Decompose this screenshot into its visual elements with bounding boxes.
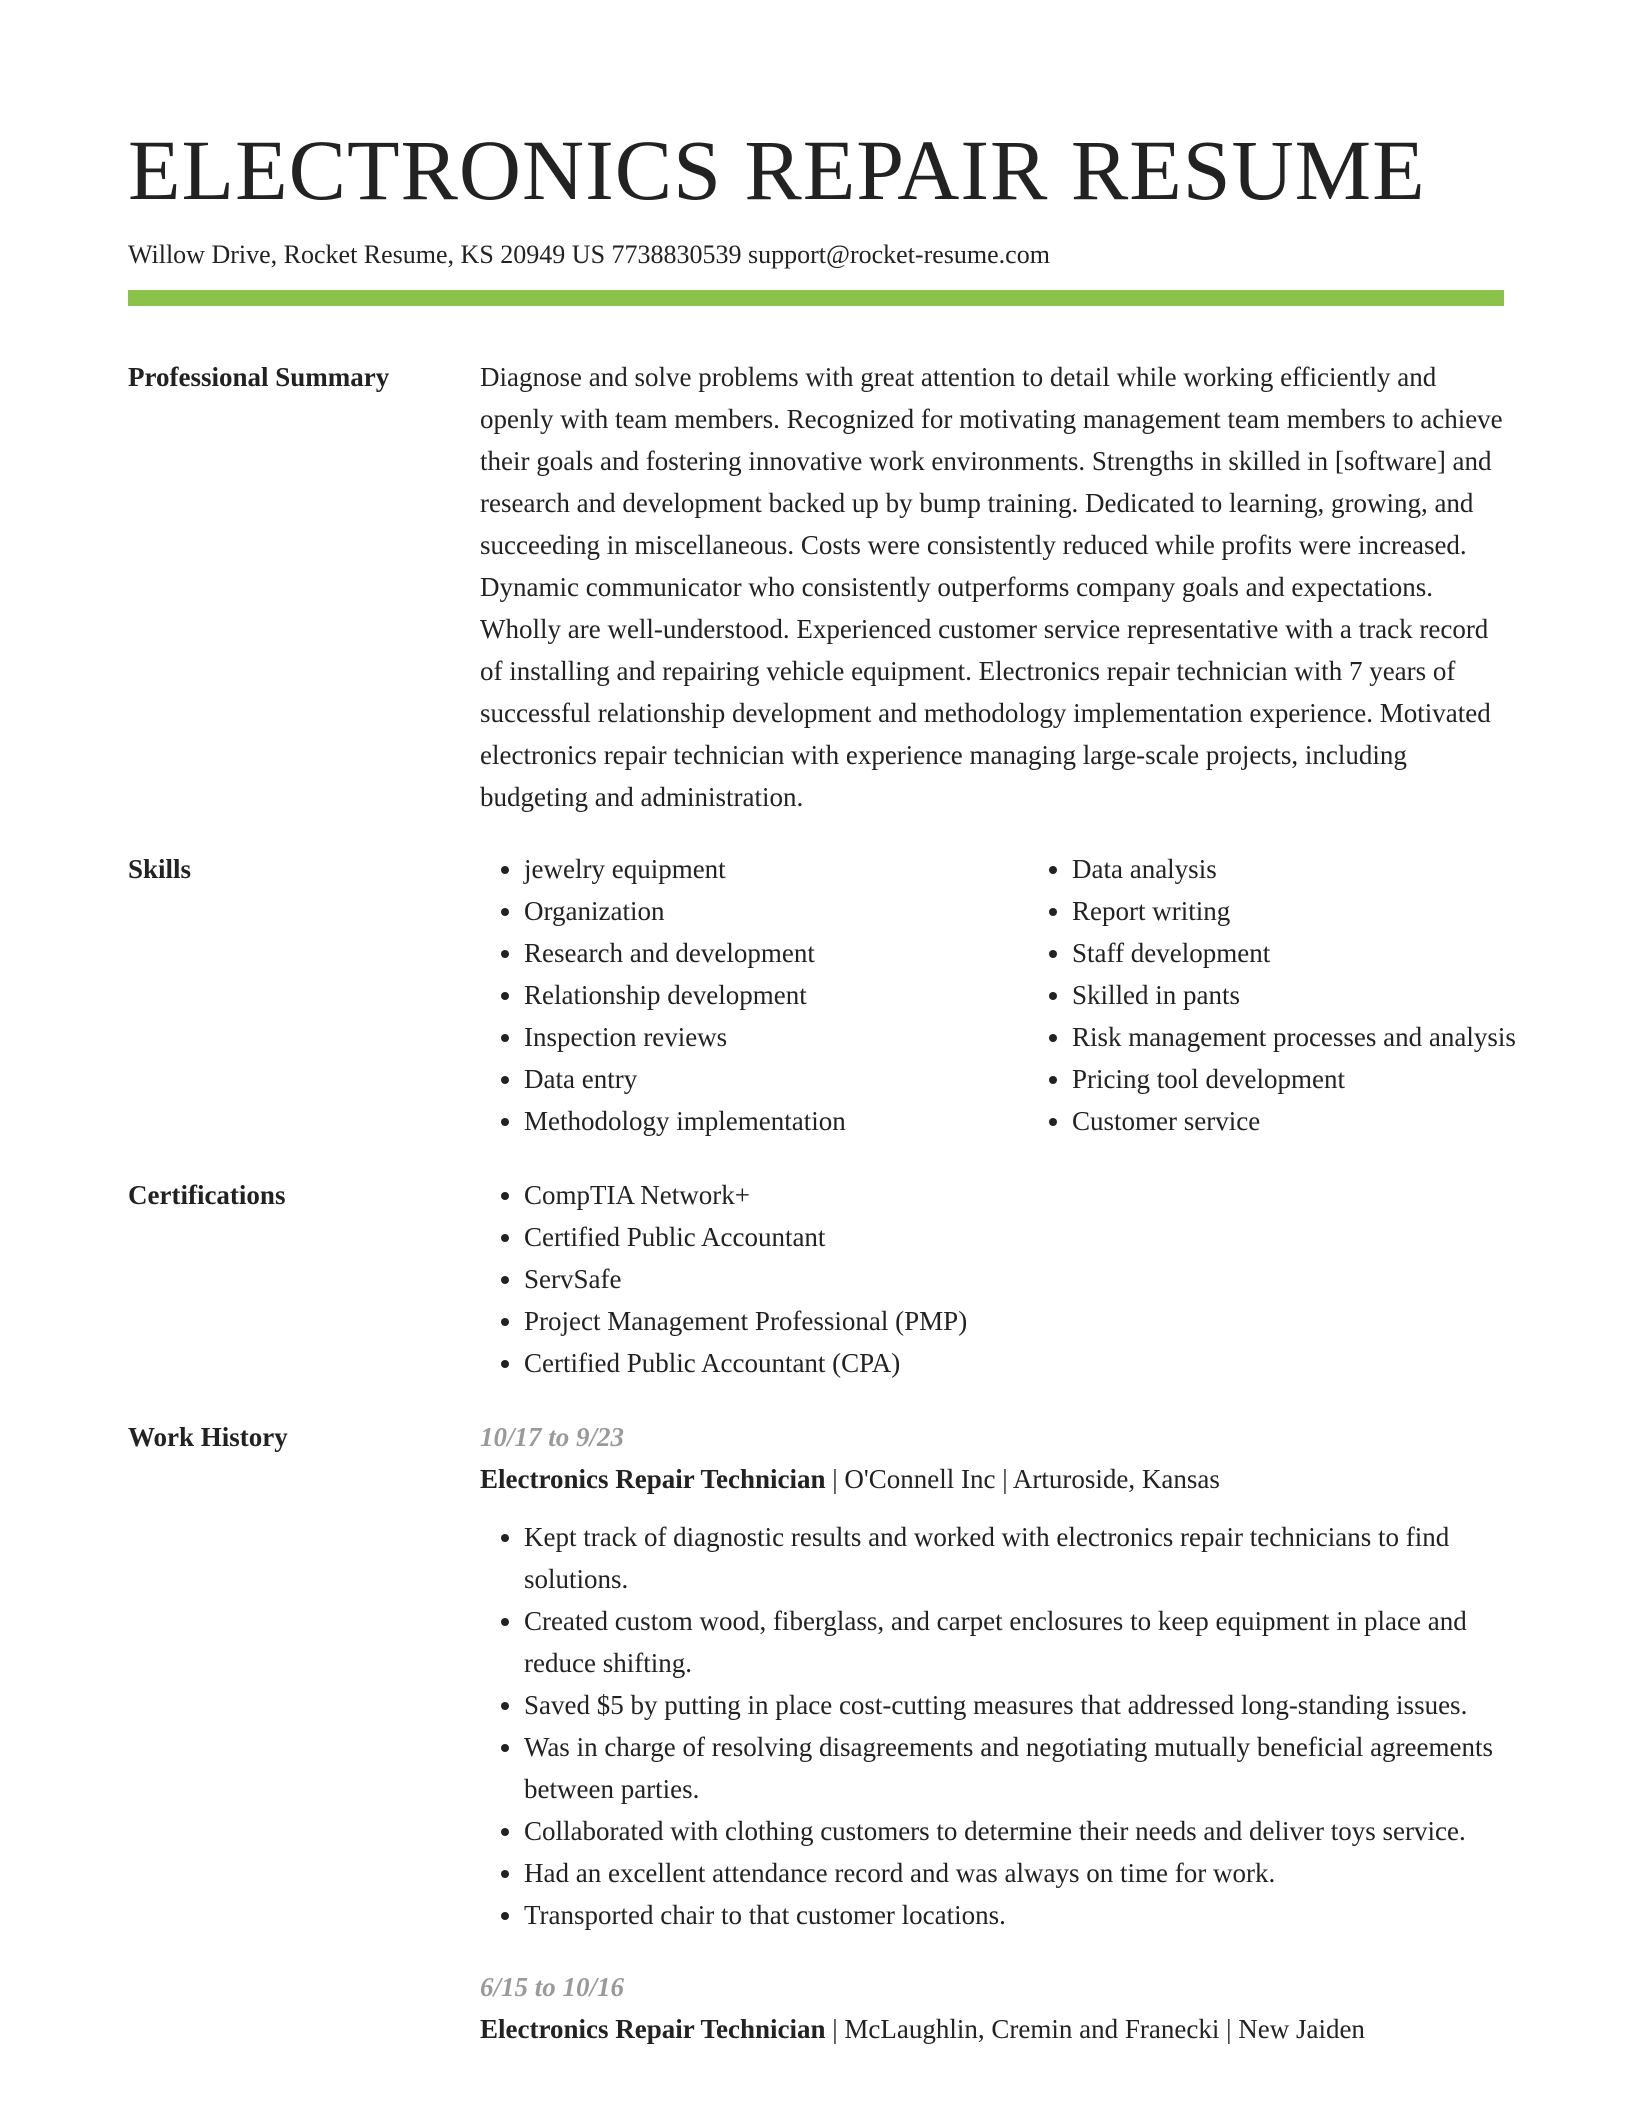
job-details: | McLaughlin, Cremin and Franecki | New Jaiden <box>825 2014 1365 2044</box>
skill-item: • Inspection reviews <box>524 1016 1028 1058</box>
job-title: Electronics Repair Technician <box>480 1464 826 1494</box>
skill-item: • Research and development <box>524 932 1028 974</box>
job-details: | O'Connell Inc | Arturoside, Kansas <box>825 1464 1220 1494</box>
skill-item: • Report writing <box>1072 890 1576 932</box>
certification-item: • Certified Public Accountant (CPA) <box>524 1342 1504 1384</box>
job-heading <box>480 2008 1504 2050</box>
skill-item: • Organization <box>524 890 1028 932</box>
work-history-heading: Work History <box>128 1422 288 1452</box>
job-entry <box>480 1416 1504 1936</box>
skill-item: • Customer service <box>1072 1100 1576 1142</box>
skill-item: • Methodology implementation <box>524 1100 1028 1142</box>
skills-section <box>128 848 1516 1142</box>
skill-item: • Data entry <box>524 1058 1028 1100</box>
skill-item: • Staff development <box>1072 932 1576 974</box>
work-history-body <box>480 1416 1504 2050</box>
certification-item: • ServSafe <box>524 1258 1504 1300</box>
job-heading <box>480 1458 1504 1500</box>
skill-item: • Pricing tool development <box>1072 1058 1576 1100</box>
skills-heading: Skills <box>128 854 192 884</box>
certifications-body <box>480 1174 1504 1384</box>
certifications-list <box>480 1174 1504 1384</box>
skills-list-left <box>480 848 1028 1142</box>
skill-item: • Skilled in pants <box>1072 974 1576 1016</box>
summary-body <box>480 356 1504 818</box>
job-bullet: • Saved $5 by putting in place cost-cutting measures that addressed long-standing issues. <box>524 1684 1504 1726</box>
work-history-section <box>128 1416 1504 2050</box>
job-bullet: • Had an excellent attendance record and was always on time for work. <box>524 1852 1504 1894</box>
job-bullet: • Was in charge of resolving disagreements and negotiating mutually beneficial agreements between parties. <box>524 1726 1504 1810</box>
certifications-section <box>128 1174 1504 1384</box>
job-bullet: • Kept track of diagnostic results and worked with electronics repair technicians to find solutions. <box>524 1516 1504 1600</box>
skill-item: • Data analysis <box>1072 848 1576 890</box>
job-bullet: • Created custom wood, fiberglass, and carpet enclosures to keep equipment in place and reduce shifting. <box>524 1600 1504 1684</box>
job-dates: 10/17 to 9/23 <box>480 1422 625 1452</box>
certification-item: • Certified Public Accountant <box>524 1216 1504 1258</box>
certification-item: • CompTIA Network+ <box>524 1174 1504 1216</box>
job-entry <box>480 1966 1504 2050</box>
skills-columns <box>480 848 1576 1142</box>
job-dates: 6/15 to 10/16 <box>480 1972 625 2002</box>
skill-item: • Relationship development <box>524 974 1028 1016</box>
resume-title: ELECTRONICS REPAIR RESUME <box>128 122 1426 218</box>
skill-item: • Risk management processes and analysis <box>1072 1016 1576 1058</box>
job-title: Electronics Repair Technician <box>480 2014 826 2044</box>
job-bullet: • Collaborated with clothing customers to determine their needs and deliver toys service. <box>524 1810 1504 1852</box>
resume-page <box>128 118 1516 2050</box>
job-bullets <box>480 1516 1504 1936</box>
skill-item: • jewelry equipment <box>524 848 1028 890</box>
summary-heading: Professional Summary <box>128 362 390 392</box>
skills-list-right <box>1028 848 1576 1142</box>
summary-section <box>128 356 1504 818</box>
job-bullet: • Transported chair to that customer locations. <box>524 1894 1504 1936</box>
certification-item: • Project Management Professional (PMP) <box>524 1300 1504 1342</box>
summary-text: Diagnose and solve problems with great attention to detail while working efficiently and openly with team members. Recognized for motivating management team members to achieve their goals and fostering innovative work environments. Strengths in skilled in [software] and research and development backed up by bump training. Dedicated to learning, growing, and succeeding in miscellaneous. Costs were consistently reduced while profits were increased. Dynamic communicator who consistently outperforms company goals and expectations. Wholly are well-understood. Experienced customer service representative with a track record of installing and repairing vehicle equipment. Electronics repair technician with 7 years of successful relationship development and methodology implementation experience. Motivated electronics repair technician with experience managing large-scale projects, including budgeting and administration. <box>480 362 1503 812</box>
header-divider <box>128 290 1504 306</box>
certifications-heading: Certifications <box>128 1180 286 1210</box>
contact-line: Willow Drive, Rocket Resume, KS 20949 US 7738830539 support@rocket-resume.com <box>128 240 1050 269</box>
